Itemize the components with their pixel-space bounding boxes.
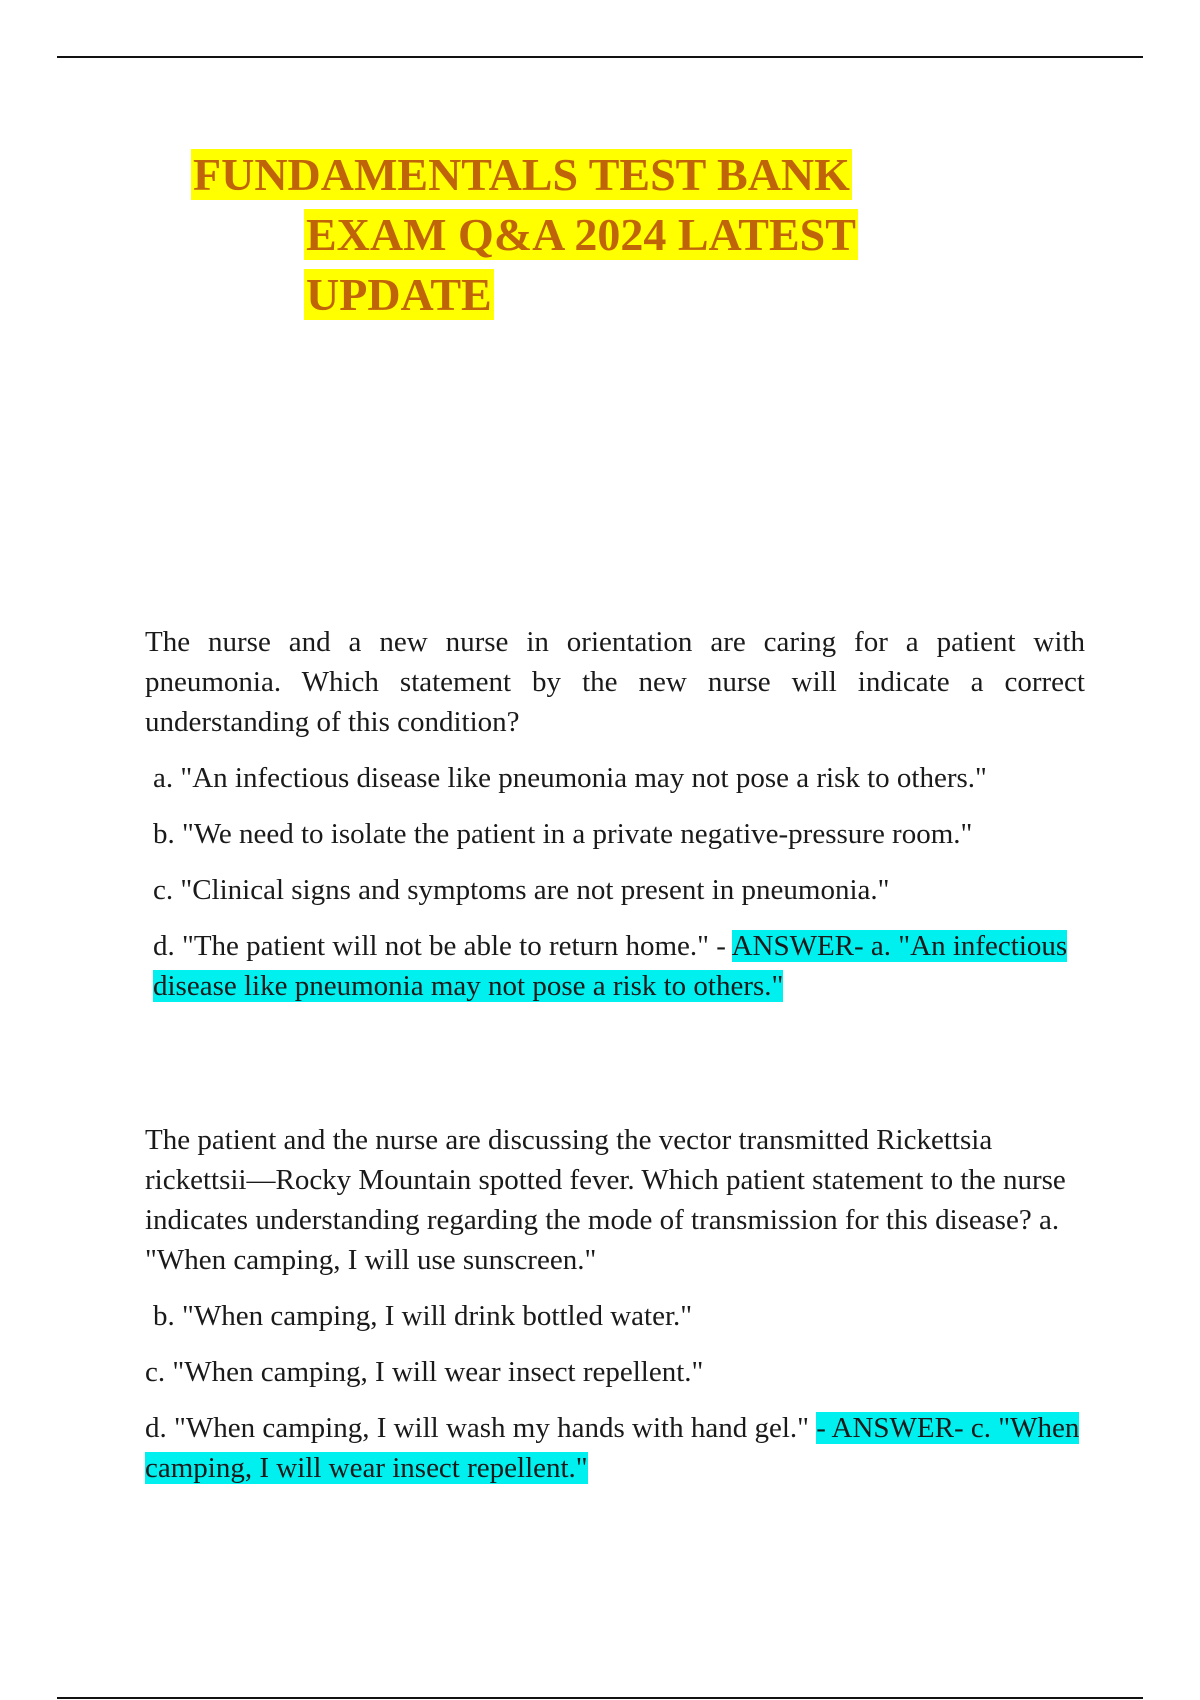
option-a: a. "An infectious disease like pneumonia may not pose a risk to others." bbox=[153, 762, 987, 794]
option-c: c. "When camping, I will wear insect repellent." bbox=[145, 1356, 704, 1388]
answer-highlight: ANSWER- a. "An infectious disease like pneumonia may not pose a risk to others." bbox=[153, 930, 1068, 1002]
title-line-2: EXAM Q&A 2024 LATEST bbox=[306, 209, 856, 260]
bottom-rule bbox=[57, 1697, 1143, 1699]
option-b: b. "We need to isolate the patient in a private negative-pressure room." bbox=[153, 818, 973, 850]
answer-highlight: - ANSWER- c. "When camping, I will wear insect repellent." bbox=[145, 1412, 1080, 1484]
question-1 bbox=[145, 622, 1085, 1022]
question-2 bbox=[145, 1120, 1085, 1504]
option-d: d. "When camping, I will wash my hands with hand gel." bbox=[145, 1412, 817, 1444]
title-line-3: UPDATE bbox=[306, 269, 492, 320]
question-stem: The nurse and a new nurse in orientation are caring for a patient with pneumonia. Which statement by the new nurse will indicate a correct understanding of this condition? bbox=[145, 626, 1085, 738]
option-b: b. "When camping, I will drink bottled water." bbox=[153, 1300, 693, 1332]
option-d-with-answer bbox=[145, 1408, 1085, 1488]
question-stem: The patient and the nurse are discussing the vector transmitted Rickettsia rickettsii—Rocky Mountain spotted fever. Which patient statement to the nurse indicates understanding regarding the mode of transmission for this disease? a. "When camping, I will use sunscreen." bbox=[145, 1124, 1066, 1276]
title-line-1: FUNDAMENTALS TEST BANK bbox=[193, 149, 850, 200]
option-d-with-answer bbox=[145, 926, 1085, 1006]
top-rule bbox=[57, 56, 1143, 58]
option-c: c. "Clinical signs and symptoms are not present in pneumonia." bbox=[153, 874, 890, 906]
option-d: d. "The patient will not be able to return home." - bbox=[153, 930, 732, 962]
